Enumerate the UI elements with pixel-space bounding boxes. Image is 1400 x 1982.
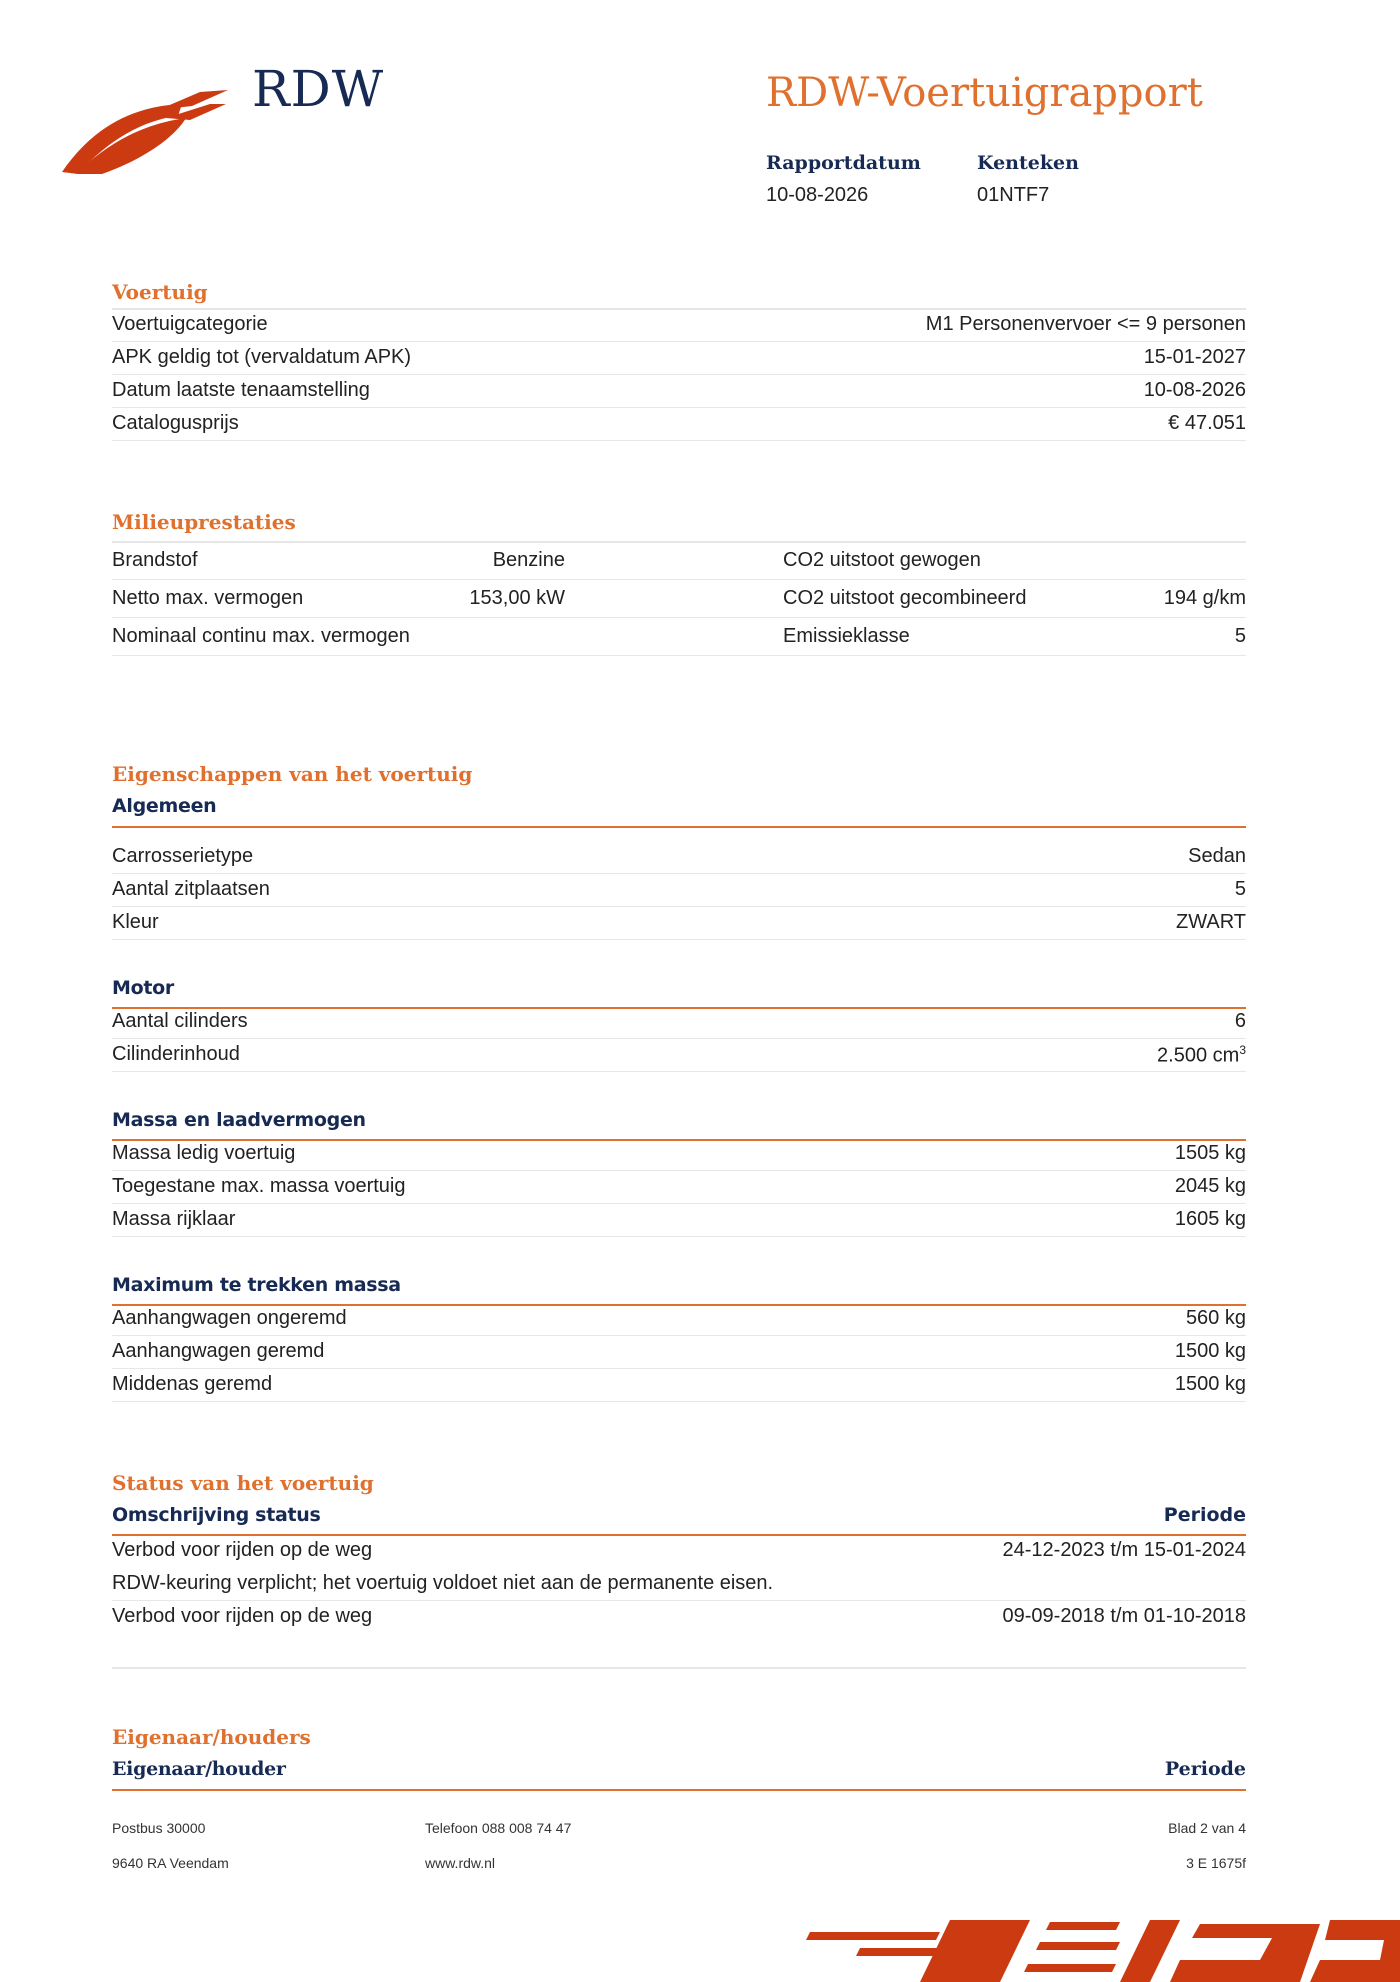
row-value: 24-12-2023 t/m 15-01-2024	[1002, 1539, 1246, 1561]
table-row	[112, 841, 1246, 874]
row-value: 15-01-2027	[1143, 346, 1246, 368]
table-row	[112, 1369, 1246, 1402]
footer-address-2: 9640 RA Veendam	[112, 1855, 229, 1871]
eigenaar-col-left: Eigenaar/houder	[112, 1758, 286, 1780]
row-value: 5	[1234, 625, 1246, 647]
row-label: Brandstof	[112, 549, 198, 571]
row-label: CO2 uitstoot gecombineerd	[783, 587, 1027, 609]
value-text: 2.500 cm	[1157, 1044, 1240, 1067]
logo-text: RDW	[252, 60, 385, 118]
row-value: 1500 kg	[1174, 1340, 1246, 1362]
divider	[112, 1789, 1246, 1791]
row-label: Verbod voor rijden op de weg	[112, 1539, 373, 1561]
table-row	[112, 1204, 1246, 1237]
row-value: 1605 kg	[1174, 1208, 1246, 1230]
row-value: ZWART	[1176, 911, 1246, 933]
table-row	[112, 874, 1246, 907]
report-date-label: Rapportdatum	[766, 152, 921, 174]
row-label: Verbod voor rijden op de weg	[112, 1605, 373, 1627]
row-label: Toegestane max. massa voertuig	[112, 1175, 406, 1197]
table-row	[112, 1303, 1246, 1336]
row-label: Aanhangwagen geremd	[112, 1340, 325, 1362]
footer-website: www.rdw.nl	[425, 1855, 496, 1871]
subhead-massa: Massa en laadvermogen	[112, 1109, 366, 1131]
row-label: CO2 uitstoot gewogen	[783, 549, 981, 571]
table-row	[112, 1535, 1246, 1568]
table-row	[112, 342, 1246, 375]
row-label: RDW-keuring verplicht; het voertuig voldoet niet aan de permanente eisen.	[112, 1572, 774, 1594]
subhead-motor: Motor	[112, 977, 174, 999]
table-row	[112, 1336, 1246, 1369]
subhead-algemeen: Algemeen	[112, 795, 217, 817]
eigenaar-col-right: Periode	[1164, 1758, 1246, 1780]
plate-value: 01NTF7	[977, 184, 1050, 206]
row-value: 194 g/km	[1163, 587, 1246, 609]
section-title-eigenschappen: Eigenschappen van het voertuig	[112, 762, 473, 786]
row-value: 5	[1234, 878, 1246, 900]
table-row	[112, 1039, 1246, 1072]
status-col-left: Omschrijving status	[112, 1504, 321, 1526]
row-label: Aantal zitplaatsen	[112, 878, 270, 900]
row-value: Benzine	[492, 549, 565, 571]
table-row	[112, 1568, 1246, 1601]
table-row	[112, 1171, 1246, 1204]
row-label: Carrosserietype	[112, 845, 254, 867]
footer-page: Blad 2 van 4	[1168, 1820, 1246, 1836]
row-value: 560 kg	[1185, 1307, 1246, 1329]
row-value: € 47.051	[1168, 412, 1246, 434]
row-value: 153,00 kW	[469, 587, 565, 609]
row-label: Aantal cilinders	[112, 1010, 248, 1032]
table-row	[112, 375, 1246, 408]
row-label: Massa ledig voertuig	[112, 1142, 296, 1164]
row-label: Datum laatste tenaamstelling	[112, 379, 370, 401]
section-title-status: Status van het voertuig	[112, 1471, 374, 1495]
row-label: Emissieklasse	[783, 625, 910, 647]
table-row	[112, 1006, 1246, 1039]
row-value: M1 Personenvervoer <= 9 personen	[925, 313, 1246, 335]
footer-phone: Telefoon 088 008 74 47	[425, 1820, 572, 1836]
report-title: RDW-Voertuigrapport	[766, 70, 1203, 116]
section-title-voertuig: Voertuig	[112, 280, 208, 304]
table-row	[112, 408, 1246, 441]
table-row	[112, 1138, 1246, 1171]
row-label: Kleur	[112, 911, 159, 933]
row-label: Catalogusprijs	[112, 412, 239, 434]
footer-address-1: Postbus 30000	[112, 1820, 206, 1836]
row-label: Netto max. vermogen	[112, 587, 304, 609]
row-value: 1500 kg	[1174, 1373, 1246, 1395]
decorative-stripes-icon	[800, 1920, 1400, 1982]
table-row	[112, 542, 1246, 580]
table-row	[112, 907, 1246, 940]
row-label: APK geldig tot (vervaldatum APK)	[112, 346, 412, 368]
row-label: Cilinderinhoud	[112, 1043, 240, 1065]
row-value: 2045 kg	[1174, 1175, 1246, 1197]
row-label: Nominaal continu max. vermogen	[112, 625, 410, 647]
subhead-trekken: Maximum te trekken massa	[112, 1274, 401, 1296]
row-label: Massa rijklaar	[112, 1208, 236, 1230]
rdw-logo-icon	[62, 88, 230, 180]
table-row	[112, 618, 1246, 656]
row-value: 10-08-2026	[1143, 379, 1246, 401]
row-value: Sedan	[1188, 845, 1246, 867]
row-label: Middenas geremd	[112, 1373, 273, 1395]
unit-superscript: 3	[1239, 1043, 1246, 1057]
row-value: 09-09-2018 t/m 01-10-2018	[1002, 1605, 1246, 1627]
footer-code: 3 E 1675f	[1186, 1855, 1246, 1871]
divider	[112, 826, 1246, 828]
row-value	[1157, 1043, 1246, 1068]
row-value: 6	[1234, 1010, 1246, 1032]
row-value: 1505 kg	[1174, 1142, 1246, 1164]
table-row	[112, 309, 1246, 342]
table-row	[112, 580, 1246, 618]
row-label: Voertuigcategorie	[112, 313, 268, 335]
section-title-milieu: Milieuprestaties	[112, 510, 296, 534]
plate-label: Kenteken	[977, 152, 1079, 174]
report-date-value: 10-08-2026	[766, 184, 869, 206]
divider	[112, 1667, 1246, 1669]
row-label: Aanhangwagen ongeremd	[112, 1307, 347, 1329]
section-title-eigenaar: Eigenaar/houders	[112, 1725, 311, 1749]
status-col-right: Periode	[1163, 1504, 1246, 1526]
table-row	[112, 1601, 1246, 1634]
